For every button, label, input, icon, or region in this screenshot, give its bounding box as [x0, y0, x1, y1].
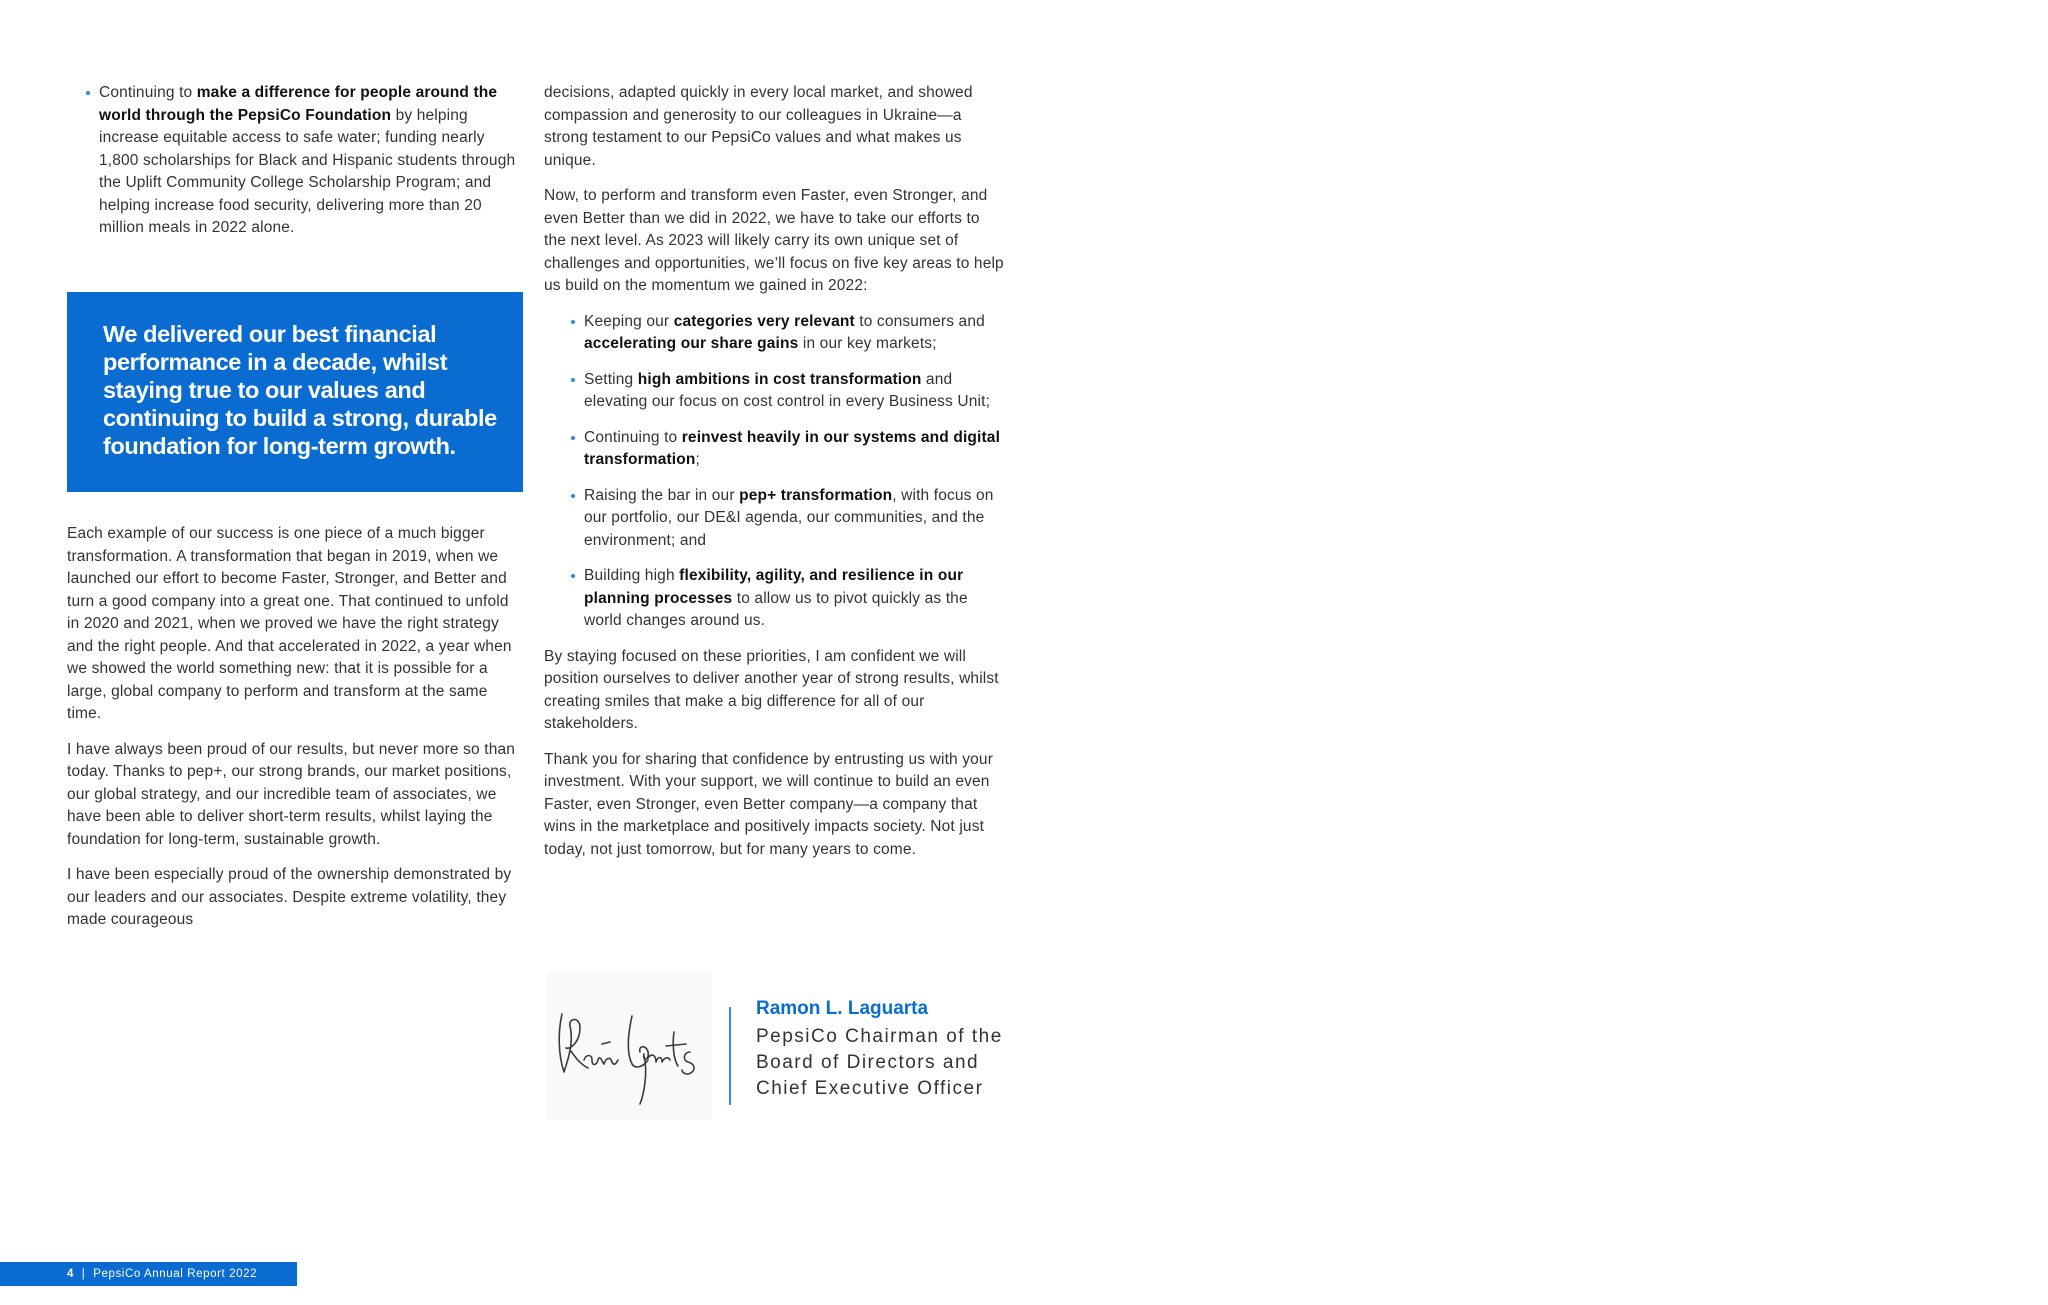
pull-quote-box: [67, 292, 523, 492]
page-number: 4: [67, 1268, 74, 1280]
body-paragraph: By staying focused on these priorities, I am confident we will position ourselves to deliver another year of strong results, whilst creating smiles that make a big difference for all of our stakeholders.: [544, 647, 999, 732]
body-paragraph: Thank you for sharing that confidence by entrusting us with your investment. With your support, we will continue to build an even Faster, even Stronger, even Better company—a company that wins in the marketplace and positively impacts society. Not just today, not just tomorrow, but for many years to come.: [544, 750, 994, 858]
body-paragraph: decisions, adapted quickly in every local market, and showed compassion and generosity to our colleagues in Ukraine—a strong testament to our PepsiCo values and what makes us unique.: [544, 84, 973, 169]
list-item: Setting high ambitions in cost transformation and elevating our focus on cost control in every Business Unit;: [544, 369, 1004, 414]
body-paragraph: Each example of our success is one piece of a much bigger transformation. A transformation that began in 2019, when we launched our effort to become Faster, Stronger, and Better and turn a good company into a great one. That continued to unfold in 2020 and 2021, when we proved we have the right strategy and the right people. And that accelerated in 2022, a year when we showed the world something new: that it is possible for a large, global company to perform and transform at the same time.: [67, 525, 512, 722]
bold-phrase: make a difference for people around the world through the PepsiCo Foundation: [99, 84, 498, 124]
handwritten-signature: [540, 972, 720, 1122]
body-paragraph: Now, to perform and transform even Faster, even Stronger, and even Better than we did in 2022, we have to take our efforts to the next level. As 2023 will likely carry its own unique set of challenges and opportunities, we’ll focus on five key areas to help us build on the momentum we gained in 2022:: [544, 187, 1004, 294]
priorities-list: [544, 311, 1004, 633]
signatory-title: PepsiCo Chairman of the Board of Directors and Chief Executive Officer: [756, 1026, 1003, 1099]
list-item: Keeping our categories very relevant to consumers and accelerating our share gains in our key markets;: [544, 311, 1004, 356]
right-column: [544, 82, 1004, 874]
body-paragraph: I have always been proud of our results, but never more so than today. Thanks to pep+, our strong brands, our market positions, our global strategy, and our incredible team of associates, we have been able to deliver short-term results, whilst laying the foundation for long-term, sustainable growth.: [67, 740, 516, 848]
list-item: Raising the bar in our pep+ transformation, with focus on our portfolio, our DE&I agenda, our communities, and the environment; and: [544, 485, 1004, 553]
page-footer: [0, 1262, 297, 1286]
signatory-name: Ramon L. Laguarta: [756, 998, 929, 1019]
footer-separator: |: [81, 1268, 86, 1280]
left-bullet-list: [59, 82, 519, 240]
body-paragraph: I have been especially proud of the ownership demonstrated by our leaders and our associates. Despite extreme volatility, they made courageous: [67, 866, 512, 928]
list-item: Continuing to reinvest heavily in our systems and digital transformation;: [544, 427, 1004, 472]
list-item: Continuing to make a difference for people around the world through the PepsiCo Foundation by helping increase equitable access to safe water; funding nearly 1,800 scholarships for Black and Hispanic students through the Uplift Community College Scholarship Program; and helping increase food security, delivering more than 20 million meals in 2022 alone.: [59, 82, 519, 240]
report-title: PepsiCo Annual Report 2022: [93, 1268, 258, 1280]
left-column-body: [67, 523, 519, 945]
list-item: Building high flexibility, agility, and resilience in our planning processes to allow us to pivot quickly as the world changes around us.: [544, 565, 1004, 633]
signature-divider: [729, 1007, 731, 1105]
pull-quote-text: We delivered our best financial performance in a decade, whilst staying true to our values and continuing to build a strong, durable foundation for long-term growth.: [103, 321, 497, 459]
left-column: [67, 82, 519, 253]
